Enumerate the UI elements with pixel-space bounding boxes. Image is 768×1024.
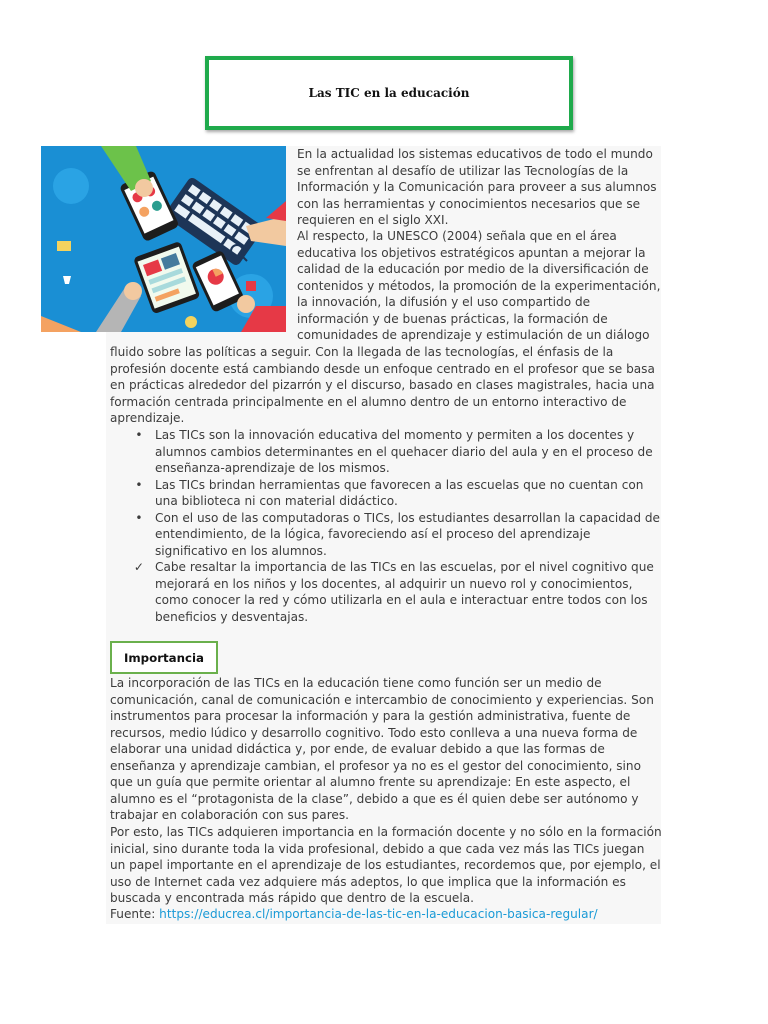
list-item-text: Las TICs brindan herramientas que favorecen a las escuelas que no cuentan con una biblioteca ni con material didáctico.: [155, 477, 644, 508]
source-label: Fuente:: [110, 907, 160, 921]
formation-paragraph: Por esto, las TICs adquieren importancia en la formación docente y no sólo en la formación inicial, sino durante toda la vida profesional, debido a que cada vez más las TICs juegan un papel importante en el aprendizaje de los estudiantes, recordemos que, por ejemplo, el uso de Internet cada vez adquiere más adeptos, lo que implica que la información es buscada y encontrada más rápido que dentro de la escuela.: [110, 825, 662, 905]
intro-paragraph: En la actualidad los sistemas educativos de todo el mundo se enfrentan al desafío de utilizar las Tecnologías de la Información y la Comunicación para proveer a sus alumnos con las herramientas y conocimientos necesarios que se requieren en el siglo XXI.: [297, 147, 657, 227]
source-line: [110, 906, 663, 923]
unesco-paragraph-start: Al respecto, la UNESCO (2004) señala que en el área educativa los objetivos estratégicos apuntan a mejorar la calidad de la educación por medio de la diversificación de contenidos y métodos, la promoción de la experimentación, la innovación, la difusión y el uso compartido de información y de buenas prácticas, la formación de comunidades de aprendizaje y estimulación de un diálogo: [297, 229, 661, 342]
bullet-icon: •: [135, 428, 143, 442]
source-link[interactable]: https://educrea.cl/importancia-de-las-tic-en-la-educacion-basica-regular/: [159, 907, 598, 921]
list-item: [130, 477, 660, 510]
list-item-text: Las TICs son la innovación educativa del momento y permiten a los docentes y alumnos cambios determinantes en el quehacer diario del aula y en el proceso de enseñanza-aprendizaje de los mismos.: [155, 428, 653, 475]
list-item-text: Con el uso de las computadoras o TICs, los estudiantes desarrollan la capacidad de entendimiento, de la lógica, favoreciendo así el proceso del aprendizaje significativo en los alumnos.: [155, 510, 660, 558]
importance-heading: Importancia: [123, 650, 205, 665]
unesco-paragraph-end: fluido sobre las políticas a seguir. Con la llegada de las tecnologías, el énfasis de la profesión docente está cambiando desde un enfoque centrado en el profesor que se basa en prácticas alrededor del pizarrón y el discurso, basado en clases magistrales, hacia una formación centrada principalmente en el alumno dentro de un entorno interactivo de aprendizaje.: [110, 345, 655, 425]
checkmark-icon: ✓: [133, 560, 145, 574]
illustration-svg: [41, 146, 286, 332]
importance-heading-box: [110, 641, 218, 674]
bullet-icon: •: [135, 477, 143, 492]
list-item: [130, 427, 660, 477]
importance-paragraph: La incorporación de las TICs en la educación tiene como función ser un medio de comunicación, canal de comunicación e intercambio de conocimiento y experiencias. Son instrumentos para procesar la información y para la gestión administrativa, fuente de recursos, medio lúdico y desarrollo cognitivo. Todo esto conlleva a una nueva forma de elaborar una unidad didáctica y, por ende, de evaluar debido a que las formas de enseñanza y aprendizaje cambian, el profesor ya no es el gestor del conocimiento, sino que un guía que permite orientar al alumno frente su aprendizaje: En este aspecto, el alumno es el “protagonista de la clase”, debido a que es él quien debe ser autónomo y trabajar en colaboración con sus pares.: [110, 676, 654, 822]
list-item: [130, 559, 660, 625]
benefits-list: [130, 427, 660, 625]
document-title: Las TIC en la educación: [308, 86, 470, 100]
bullet-icon: •: [135, 510, 143, 525]
education-technology-illustration: [41, 146, 286, 332]
title-box: [205, 56, 573, 130]
list-item: [130, 510, 660, 560]
list-item-text: Cabe resaltar la importancia de las TICs en las escuelas, por el nivel cognitivo que mejorará en los niños y los docentes, al adquirir un nuevo rol y conocimientos, como conocer la red y cómo utilizarla en el aula e interactuar entre todos con los beneficios y desventajas.: [155, 560, 654, 624]
